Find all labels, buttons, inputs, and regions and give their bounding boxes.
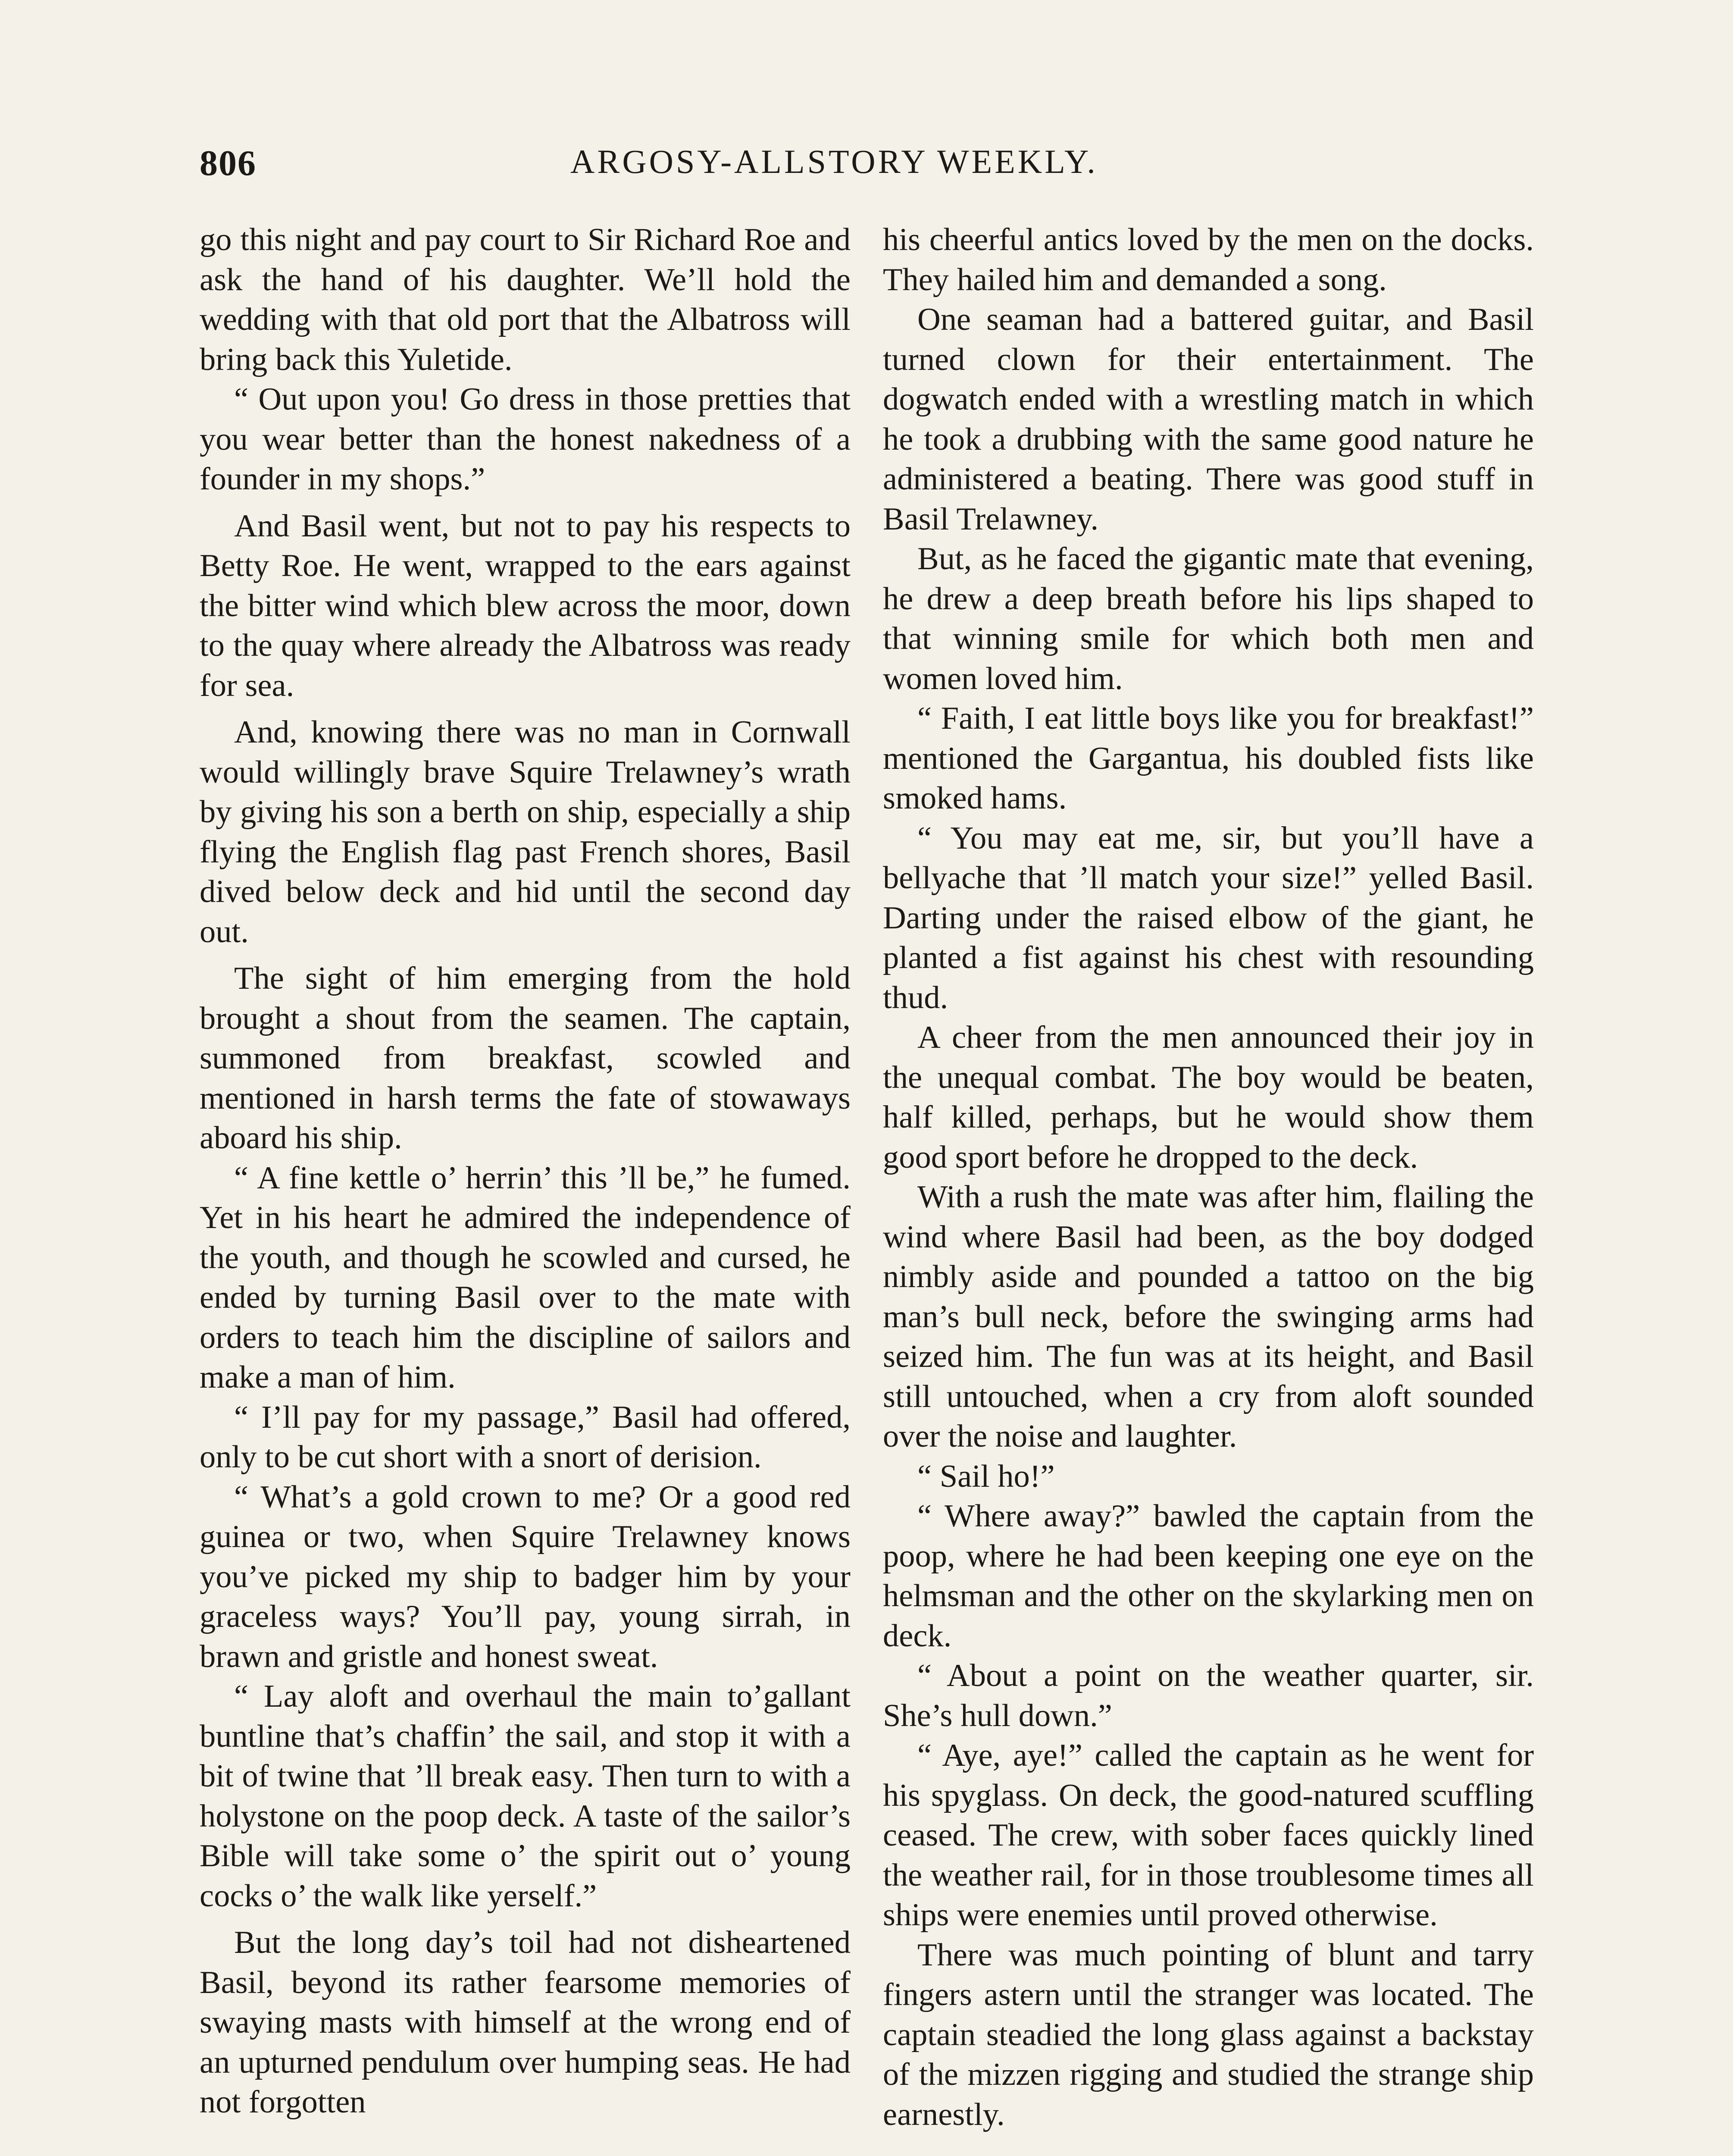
paragraph: But, as he faced the gigantic mate that evening, he drew a deep breath before his lips shaped to that winning smile for which both men and women loved him. — [883, 541, 1534, 696]
paragraph: And Basil went, but not to pay his respects to Betty Roe. He went, wrapped to the ears against the bitter wind which blew across the moor, down to the quay where already the Albatross was ready for sea. — [200, 508, 851, 703]
paragraph: With a rush the mate was after him, flailing the wind where Basil had been, as the boy dodged nimbly aside and pounded a tattoo on the big man’s bull neck, before the swinging arms had seized him. The fun was at its height, and Basil still untouched, when a cry from aloft sounded over the noise and laughter. — [883, 1179, 1534, 1454]
paragraph: “ A fine kettle o’ herrin’ this ’ll be,” he fumed. Yet in his heart he admired the independence of the youth, and though he scowled and cursed, he ended by turning Basil over to the mate with orders to teach him the discipline of sailors and make a man of him. — [200, 1160, 851, 1395]
paragraph: The sight of him emerging from the hold brought a shout from the seamen. The captain, summoned from breakfast, scowled and mentioned in harsh terms the fate of stowaways aboard his ship. — [200, 961, 851, 1156]
paragraph: “ Out upon you! Go dress in those pretties that you wear better than the honest nakedness of a founder in my shops.” — [200, 382, 851, 497]
paragraph: But the long day’s toil had not disheartened Basil, beyond its rather fearsome memories of swaying masts with himself at the wrong end of an upturned pendulum over humping seas. He had not forgotten — [200, 1925, 851, 2120]
paragraph: “ Sail ho!” — [917, 1458, 1055, 1494]
paragraph: One seaman had a battered guitar, and Basil turned clown for their entertainment. The dogwatch ended with a wrestling match in which he took a drubbing with the same good nature he administered a beating. There was good stuff in Basil Trelawney. — [883, 302, 1534, 537]
paragraph: “ Lay aloft and overhaul the main to’gallant buntline that’s chaffin’ the sail, and stop it with a bit of twine that ’ll break easy. Then turn to with a holystone on the poop deck. A taste of the sailor’s Bible will take some o’ the spirit out o’ young cocks o’ the walk like yerself.” — [200, 1679, 851, 1914]
right-text-column — [883, 220, 1534, 2134]
page-header — [200, 142, 1536, 194]
paragraph: “ Aye, aye!” called the captain as he went for his spyglass. On deck, the good-natured scuffling ceased. The crew, with sober faces quickly lined the weather rail, for in those troublesome times all ships were enemies until proved otherwise. — [883, 1738, 1534, 1933]
paragraph: “ You may eat me, sir, but you’ll have a bellyache that ’ll match your size!” yelled Basil. Darting under the raised elbow of the giant, he planted a fist against his chest with resounding thud. — [883, 820, 1534, 1015]
paragraph: “ What’s a gold crown to me? Or a good red guinea or two, when Squire Trelawney knows you’ve picked my ship to badger him by your graceless ways? You’ll pay, young sirrah, in brawn and gristle and honest sweat. — [200, 1479, 851, 1674]
paragraph: “ About a point on the weather quarter, sir. She’s hull down.” — [883, 1658, 1534, 1733]
paragraph: “ I’ll pay for my passage,” Basil had offered, only to be cut short with a snort of derision. — [200, 1399, 851, 1475]
paragraph: his cheerful antics loved by the men on the docks. They hailed him and demanded a song. — [883, 222, 1534, 298]
paragraph: A cheer from the men announced their joy in the unequal combat. The boy would be beaten, half killed, perhaps, but he would show them good sport before he dropped to the deck. — [883, 1020, 1534, 1175]
page-number: 806 — [200, 143, 257, 183]
paragraph: “ Faith, I eat little boys like you for breakfast!” mentioned the Gargantua, his doubled fists like smoked hams. — [883, 701, 1534, 816]
paragraph: And, knowing there was no man in Cornwall would willingly brave Squire Trelawney’s wrath by giving his son a berth on ship, especially a ship flying the English flag past French shores, Basil dived below deck and hid until the second day out. — [200, 714, 851, 950]
paragraph: go this night and pay court to Sir Richard Roe and ask the hand of his daughter. We’ll hold the wedding with that old port that the Albatross will bring back this Yuletide. — [200, 222, 851, 377]
left-text-column — [200, 220, 851, 2122]
paragraph: “ Where away?” bawled the captain from the poop, where he had been keeping one eye on the helmsman and the other on the skylarking men on deck. — [883, 1498, 1534, 1654]
running-title: ARGOSY-ALLSTORY WEEKLY. — [570, 143, 1098, 180]
paragraph: There was much pointing of blunt and tarry fingers astern until the stranger was located. The captain steadied the long glass against a backstay of the mizzen rigging and studied the strange ship earnestly. — [883, 1937, 1534, 2132]
